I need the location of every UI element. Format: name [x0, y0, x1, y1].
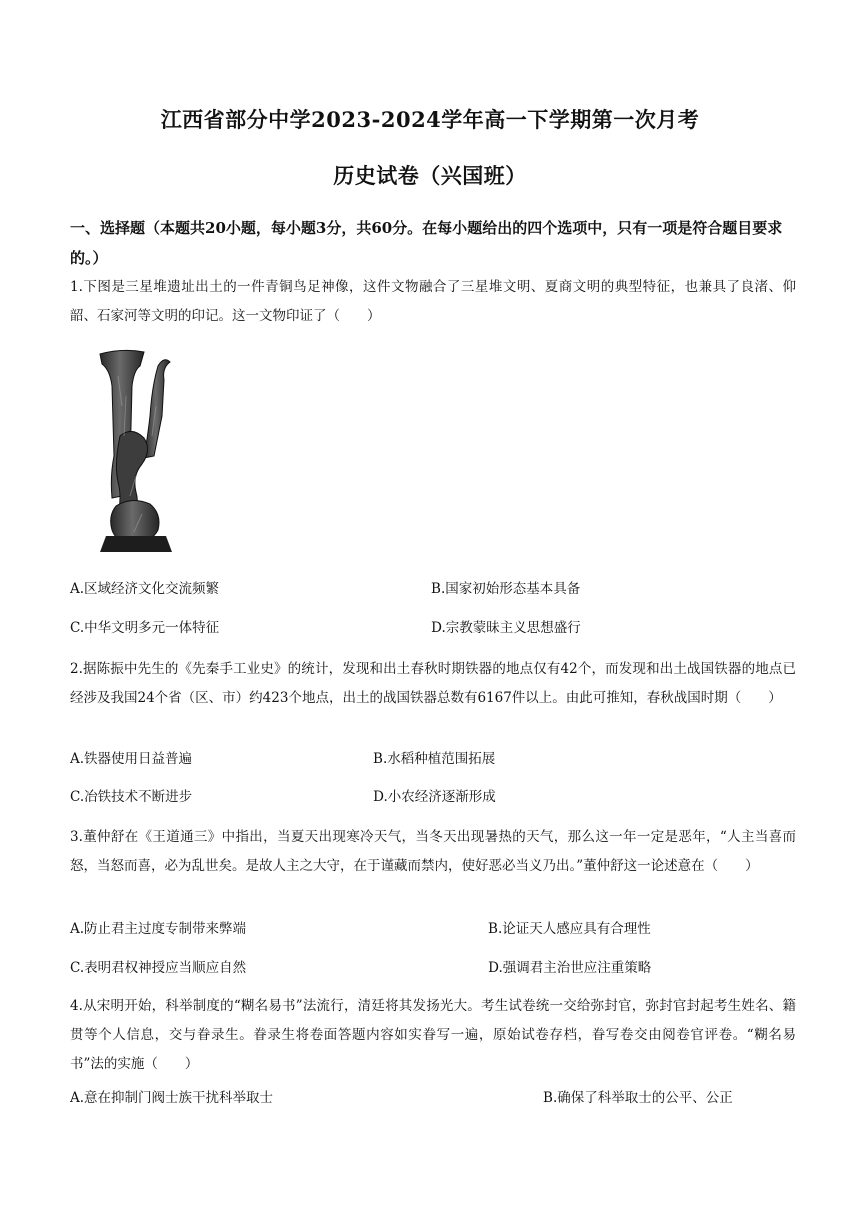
question-2-options-row-1: [70, 748, 495, 770]
exam-subtitle: 历史试卷（兴国班）: [333, 163, 527, 188]
question-1-stem: 1.下图是三星堆遗址出土的一件青铜鸟足神像，这件文物融合了三星堆文明、夏商文明的典型特征，也兼具了良渚、仰韶、石家河等文明的印记。这一文物印证了（ ）: [70, 279, 796, 324]
question-2-option-b[interactable]: B.水稻种植范围拓展: [373, 751, 496, 767]
section-heading: 一、选择题（本题共20小题，每小题3分，共60分。在每小题给出的四个选项中，只有一项是符合题目要求的。）: [70, 219, 783, 267]
question-1-option-b[interactable]: B.国家初始形态基本具备: [431, 581, 581, 597]
question-3-options-row-1: [70, 918, 651, 940]
question-1-options-row-2: [70, 617, 581, 639]
question-3-options-row-2: [70, 957, 651, 979]
question-1-options-row-1: [70, 578, 580, 600]
question-1-option-c[interactable]: C.中华文明多元一体特征: [70, 620, 220, 636]
question-3-stem: 3.董仲舒在《王道通三》中指出，当夏天出现寒冷天气，当冬天出现暑热的天气，那么这一年一定是恶年，“人主当喜而怒，当怒而喜，必为乱世矣。是故人主之大守，在于谨藏而禁内，使好恶必当义乃出。”董仲舒这一论述意在（ ）: [70, 829, 796, 874]
question-3-option-a[interactable]: A.防止君主过度专制带来弊端: [70, 921, 247, 937]
question-2-options-row-2: [70, 786, 496, 808]
question-3-option-d[interactable]: D.强调君主治世应注重策略: [488, 960, 652, 976]
question-4-stem: 4.从宋明开始，科举制度的“糊名易书”法流行，清廷将其发扬光大。考生试卷统一交给弥封官，弥封官封起考生姓名、籍贯等个人信息，交与眷录生。眷录生将卷面答题内容如实眷写一遍，原始试卷存档，眷写卷交由阅卷官评卷。“糊名易书”法的实施（ ）: [70, 998, 796, 1072]
question-1-option-d[interactable]: D.宗教蒙昧主义思想盛行: [431, 620, 581, 636]
question-4-option-a[interactable]: A.意在抑制门阀士族干扰科举取士: [70, 1090, 274, 1106]
question-4-option-b[interactable]: B.确保了科举取士的公平、公正: [543, 1090, 733, 1106]
exam-title: 江西省部分中学2023-2024学年高一下学期第一次月考: [160, 107, 700, 132]
question-3-option-b[interactable]: B.论证天人感应具有合理性: [488, 921, 651, 937]
bronze-statue-image: [92, 346, 202, 554]
question-2-option-a[interactable]: A.铁器使用日益普遍: [70, 751, 193, 767]
question-4-options-row-1: [70, 1087, 733, 1109]
question-1-option-a[interactable]: A.区域经济文化交流频繁: [70, 581, 220, 597]
question-2-option-c[interactable]: C.冶铁技术不断进步: [70, 789, 193, 805]
question-2-stem: 2.据陈振中先生的《先秦手工业史》的统计，发现和出土春秋时期铁器的地点仅有42个，而发现和出土战国铁器的地点已经涉及我国24个省（区、市）约423个地点，出土的战国铁器总数有6167件以上。由此可推知，春秋战国时期（ ）: [70, 661, 796, 706]
question-2-option-d[interactable]: D.小农经济逐渐形成: [373, 789, 496, 805]
question-3-option-c[interactable]: C.表明君权神授应当顺应自然: [70, 960, 247, 976]
